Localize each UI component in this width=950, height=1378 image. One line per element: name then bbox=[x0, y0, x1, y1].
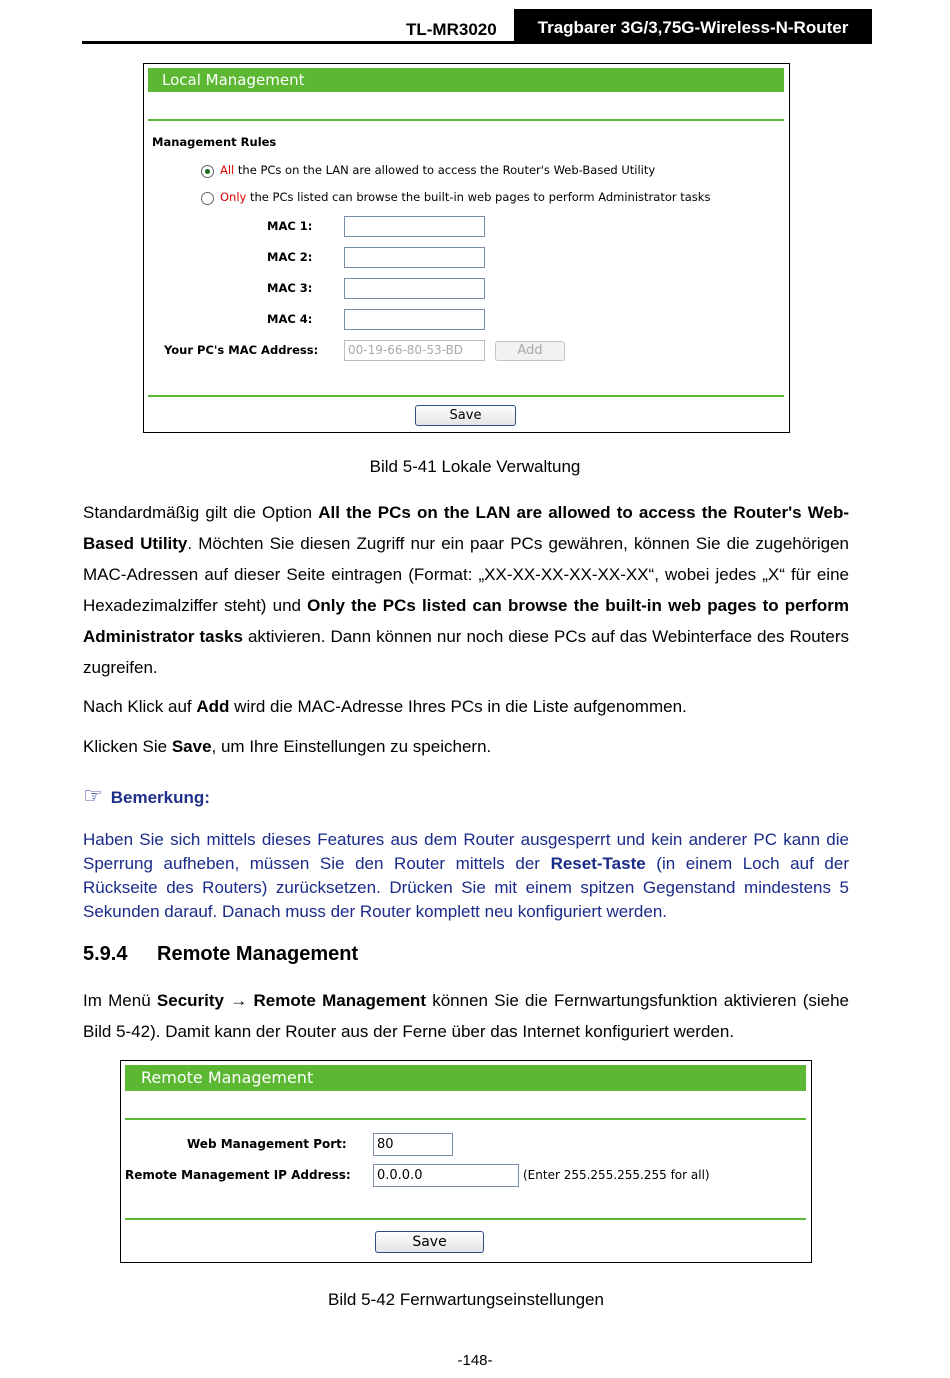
mac1-input[interactable] bbox=[344, 216, 485, 237]
radio-only-listed-pcs[interactable] bbox=[201, 192, 214, 205]
your-mac-field: 00-19-66-80-53-BD bbox=[344, 340, 485, 361]
paragraph-default-option: Standardmäßig gilt die Option All the PCs on the LAN are allowed to access the Router's Web-Based Utility. Möchten Sie diesen Zugriff nur ein paar PCs gewähren, können Sie die zugehörigen MAC-Adressen auf dieser Seite eintragen (Format: „XX-XX-XX-XX-XX-XX“, wobei jedes „X“ für eine Hexadezimalziffer steht) und Only the PCs listed can browse the built-in web pages to perform Administrator tasks aktivieren. Dann können nur noch diese PCs auf das Webinterface des Routers zugreifen. bbox=[83, 503, 849, 677]
remote-ip-hint: (Enter 255.255.255.255 for all) bbox=[523, 1168, 710, 1182]
mac2-label: MAC 2: bbox=[267, 250, 313, 264]
option-all-pcs-label: All the PCs on the LAN are allowed to access the Router's Web-Based Utility bbox=[220, 163, 656, 177]
paragraph-save: Klicken Sie Save, um Ihre Einstellungen zu speichern. bbox=[83, 737, 492, 756]
pointing-hand-icon: ☞ bbox=[83, 783, 103, 808]
remote-bottom-divider bbox=[125, 1218, 806, 1220]
mac2-input[interactable] bbox=[344, 247, 485, 268]
web-management-port-input[interactable] bbox=[373, 1133, 453, 1156]
mac3-label: MAC 3: bbox=[267, 281, 313, 295]
note-heading: ☞ Bemerkung: bbox=[83, 783, 210, 808]
figure-caption-2: Bild 5-42 Fernwartungseinstellungen bbox=[328, 1290, 604, 1309]
bottom-divider bbox=[148, 395, 784, 397]
section-heading: 5.9.4 Remote Management bbox=[83, 943, 359, 965]
page-header bbox=[82, 9, 872, 44]
option-only-listed-label: Only the PCs listed can browse the built-in web pages to perform Administrator tasks bbox=[220, 190, 711, 204]
save-button[interactable]: Save bbox=[415, 405, 516, 426]
paragraph-add: Nach Klick auf Add wird die MAC-Adresse Ihres PCs in die Liste aufgenommen. bbox=[83, 697, 687, 716]
header-model: TL-MR3020 bbox=[406, 20, 497, 39]
header-product: Tragbarer 3G/3,75G-Wireless-N-Router bbox=[514, 9, 872, 42]
mac1-label: MAC 1: bbox=[267, 219, 313, 233]
mac4-input[interactable] bbox=[344, 309, 485, 330]
management-rules-label: Management Rules bbox=[152, 135, 277, 149]
figure-caption-1: Bild 5-41 Lokale Verwaltung bbox=[369, 457, 581, 476]
your-mac-label: Your PC's MAC Address: bbox=[164, 343, 319, 357]
remote-management-title: Remote Management bbox=[125, 1065, 806, 1091]
top-divider bbox=[148, 119, 784, 121]
radio-all-pcs[interactable] bbox=[201, 165, 214, 178]
local-management-title: Local Management bbox=[148, 68, 784, 92]
local-management-panel bbox=[143, 63, 790, 433]
remote-ip-input[interactable] bbox=[373, 1164, 519, 1187]
remote-management-panel bbox=[120, 1060, 812, 1263]
mac4-label: MAC 4: bbox=[267, 312, 313, 326]
header-rule bbox=[82, 41, 872, 44]
remote-top-divider bbox=[125, 1118, 806, 1120]
paragraph-remote-intro: Im Menü Security → Remote Management können Sie die Fernwartungsfunktion aktivieren (siehe Bild 5-42). Damit kann der Router aus der Ferne über das Internet konfiguriert werden. bbox=[83, 991, 849, 1041]
add-button[interactable]: Add bbox=[495, 341, 565, 361]
remote-ip-label: Remote Management IP Address: bbox=[125, 1168, 351, 1182]
web-management-port-label: Web Management Port: bbox=[187, 1137, 347, 1151]
note-text: Haben Sie sich mittels dieses Features aus dem Router ausgesperrt und kein anderer PC kann die Sperrung aufheben, müssen Sie den Router mittels der Reset-Taste (in einem Loch auf der Rückseite des Routers) zurücksetzen. Drücken Sie mit einem spitzen Gegenstand mindestens 5 Sekunden darauf. Danach muss der Router komplett neu konfiguriert werden. bbox=[83, 830, 849, 921]
remote-save-button[interactable]: Save bbox=[375, 1231, 484, 1253]
mac3-input[interactable] bbox=[344, 278, 485, 299]
page-number: -148- bbox=[457, 1352, 493, 1369]
